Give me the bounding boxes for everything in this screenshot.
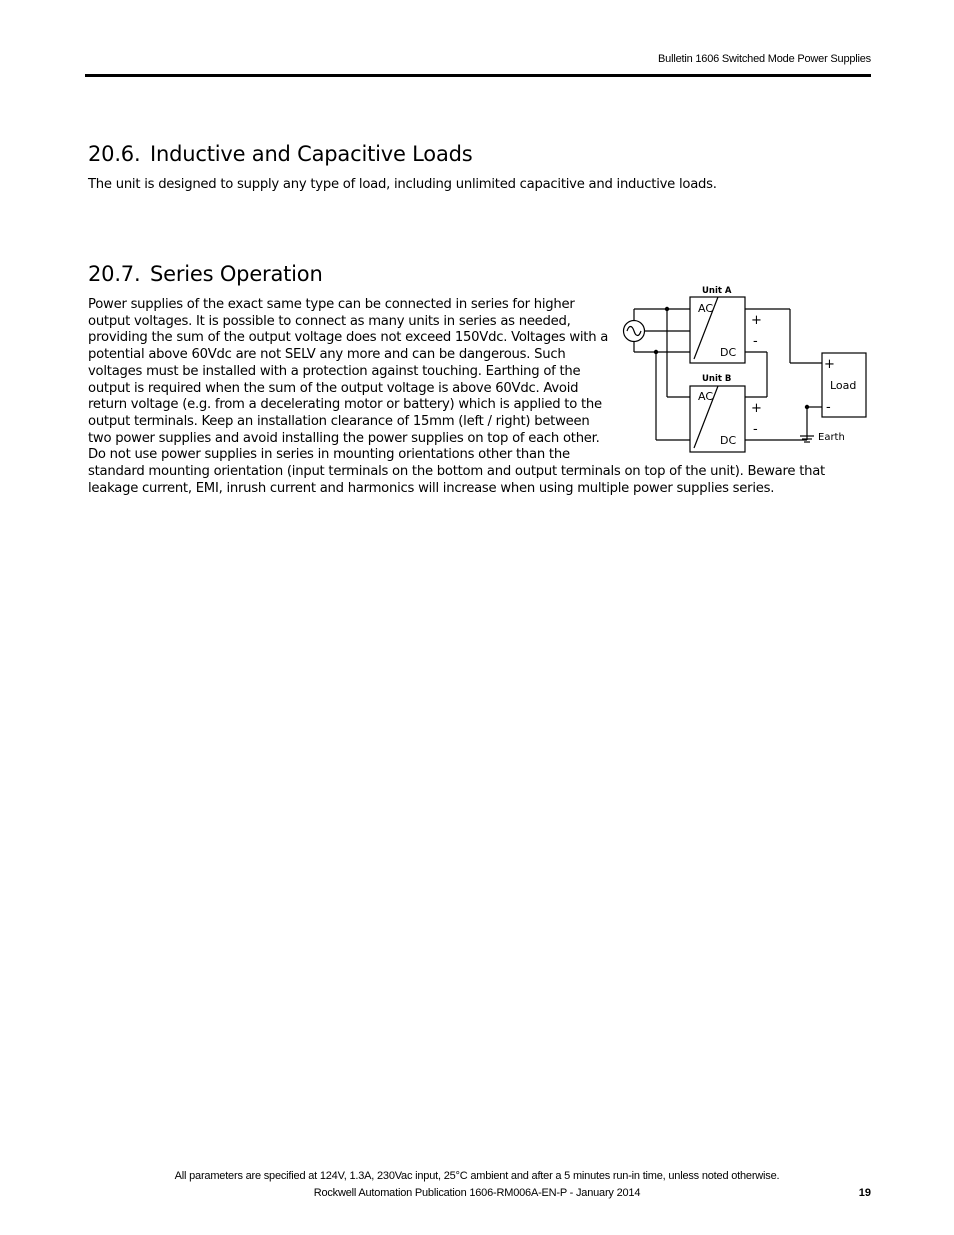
series-connection-diagram xyxy=(612,282,872,457)
unit-a-minus-label: - xyxy=(753,334,758,349)
sine-wave-icon xyxy=(627,327,641,336)
unit-a-plus-label: + xyxy=(751,313,762,328)
unit-b-dc-label: DC xyxy=(720,434,737,447)
section-body-inductive-loads: The unit is designed to supply any type of load, including unlimited capacitive and inductive loads. xyxy=(88,177,717,192)
unit-b-label: Unit B xyxy=(702,374,732,384)
earth-label: Earth xyxy=(818,432,845,443)
section-body-series-operation: Power supplies of the exact same type can be connected in series for higher output voltages. It is possible to connect as many units in series as needed, providing the sum of the output voltage does not exceed 150Vdc. Voltages with a potential above 60Vdc are not SELV any more and can be dangerous. Such voltages must be installed with a protection against touching. Earthing of the output is required when the sum of the output voltage is above 60Vdc. Avoid return voltage (e.g. from a decelerating motor or battery) which is applied to the output terminals. Keep an installation clearance of 15mm (left / right) between two power supplies and avoid installing the power supplies on top of each other. Do not use power supplies in series in mounting orientations other than the standard mounting orientation (input terminals on the bottom and output terminals on top of the unit). Beware that leakage current, EMI, inrush current and harmonics will increase when using multiple power supplies series. xyxy=(88,297,825,496)
section-number: 20.7. xyxy=(88,262,141,286)
section-title: Series Operation xyxy=(150,262,323,286)
section-number: 20.6. xyxy=(88,142,141,166)
footer-note: All parameters are specified at 124V, 1.3A, 230Vac input, 25°C ambient and after a 5 minutes run-in time, unless noted otherwise. xyxy=(174,1170,780,1182)
load-minus-label: - xyxy=(826,400,831,415)
section-title: Inductive and Capacitive Loads xyxy=(150,142,473,166)
section-heading-inductive-loads xyxy=(88,142,472,166)
section-heading-series-operation xyxy=(88,262,323,286)
unit-b-plus-label: + xyxy=(751,401,762,416)
load-label: Load xyxy=(830,379,857,392)
load-plus-label: + xyxy=(824,357,835,372)
unit-a-ac-label: AC xyxy=(698,302,714,315)
junction-dot xyxy=(665,307,669,311)
junction-dot xyxy=(654,350,658,354)
page-number: 19 xyxy=(858,1187,871,1199)
running-header: Bulletin 1606 Switched Mode Power Supplies xyxy=(658,53,871,65)
footer-publication: Rockwell Automation Publication 1606-RM006A-EN-P - January 2014 xyxy=(313,1187,641,1199)
header-rule xyxy=(85,74,871,77)
unit-b-minus-label: - xyxy=(753,422,758,437)
unit-a-dc-label: DC xyxy=(720,346,737,359)
unit-b-ac-label: AC xyxy=(698,390,714,403)
junction-dot xyxy=(805,405,809,409)
unit-a-label: Unit A xyxy=(702,286,732,296)
